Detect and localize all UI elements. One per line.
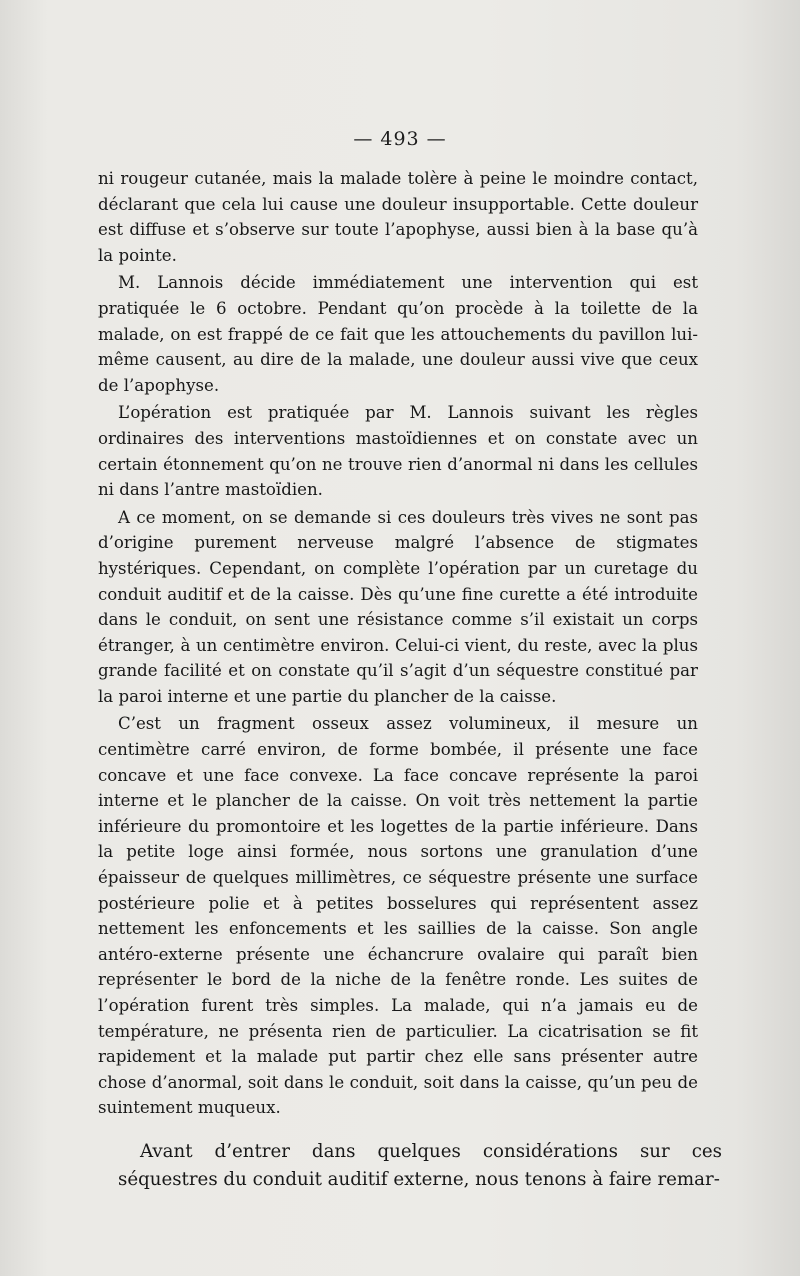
paragraph-operation: L’opération est pratiquée par M. Lannois suivant les règles ordinaires des interventions mastoïdiennes et on constate avec un certain étonnement qu’on ne trouve rien d’anormal ni dans les cellules ni dans l’antre mastoïdien.	[98, 403, 698, 500]
paragraph-intervention: M. Lannois décide immédiatement une intervention qui est pratiquée le 6 octobre. Pendant qu’on procède à la toilette de la malade, on est frappé de ce fait que les attouchements du pavillon lui-même causent, au dire de la malade, une douleur aussi vive que ceux de l’apophyse.	[98, 273, 698, 395]
paragraph-considerations: Avant d’entrer dans quelques considérations sur ces séquestres du conduit auditif externe, nous tenons à faire remar-	[118, 1141, 722, 1190]
closing-text	[118, 1138, 722, 1194]
page-number: — 493 —	[353, 128, 447, 150]
paragraph-curetage: A ce moment, on se demande si ces douleurs très vives ne sont pas d’origine purement nerveuse malgré l’absence de stigmates hystériques. Cependant, on complète l’opération par un curetage du conduit auditif et de la caisse. Dès qu’une fine curette a été introduite dans le conduit, on sent une résistance comme s’il existait un corps étranger, à un centimètre environ. Celui-ci vient, du reste, avec la plus grande facilité et on constate qu’il s’agit d’un séquestre constitué par la paroi interne et une partie du plancher de la caisse.	[98, 507, 698, 706]
paragraph-continuation: ni rougeur cutanée, mais la malade tolère à peine le moindre contact, déclarant que cela lui cause une douleur insupportable. Cette douleur est diffuse et s’observe sur toute l’apophyse, aussi bien à la base qu’à la pointe.	[98, 169, 698, 265]
paragraph-sequestre: C’est un fragment osseux assez volumineux, il mesure un centimètre carré environ, de forme bombée, il présente une face concave et une face convexe. La face concave représente la paroi interne et le plancher de la caisse. On voit très nettement la partie inférieure du promontoire et les logettes de la partie inférieure. Dans la petite loge ainsi formée, nous sortons une granulation d’une épaisseur de quelques millimètres, ce séquestre présente une surface postérieure polie et à petites bosselures qui représentent assez nettement les enfoncements et les saillies de la caisse. Son angle antéro-externe présente une échancrure ovalaire qui paraît bien représenter le bord de la niche de la fenêtre ronde. Les suites de l’opération furent très simples. La malade, qui n’a jamais eu de température, ne présenta rien de particulier. La cicatrisation se fit rapidement et la malade put partir chez elle sans présenter autre chose d’anormal, soit dans le conduit, soit dans la caisse, qu’un peu de suintement muqueux.	[98, 714, 698, 1118]
body-text	[98, 166, 698, 1121]
